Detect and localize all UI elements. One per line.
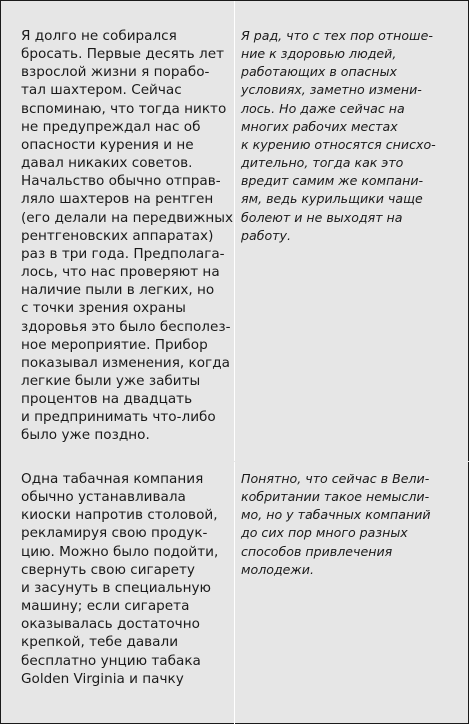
row-separator: [1, 461, 469, 462]
commentary-paragraph-1: Я рад, что с тех пор отноше- ние к здоровью людей, работающих в опасных условиях, заметно измени- лось. Но даже сейчас на многих рабочих местах к курению относятся снисхо- дительно, тогда как это вредит самим же компани- ям, ведь курильщики чаще болеют и не выходят на работу.: [241, 28, 436, 243]
column-divider: [234, 1, 235, 725]
story-paragraph-2: Одна табачная компания обычно устанавливала киоски напротив столовой, рекламируя свою продук- цию. Можно было подойти, свернуть свою сигарету и засунуть в специальную машину; если сигарета оказывалась достаточно крепкой, тебе давали бесплатно унцию табака Golden Virginia и пачку: [21, 471, 219, 687]
story-paragraph-1: Я долго не собирался бросать. Первые десять лет взрослой жизни я порабо- тал шахтером. Сейчас вспоминаю, что тогда никто не предупреждал нас об опасности курения и не давал никаких советов. Начальство обычно отправ- ляло шахтеров на рентген (его делали на передвижных рентгеновских аппаратах) раз в три года. Предполага- лось, что нас проверяют на наличие пыли в легких, но с точки зрения охраны здоровья это было бесполез- ное мероприятие. Прибор показывал изменения, когда легкие были уже забиты процентов на двадцать и предпринимать что-либо было уже поздно.: [21, 28, 234, 444]
commentary-paragraph-2: Понятно, что сейчас в Вели- кобритании такое немысли- мо, но у табачных компаний до сих пор много разных способов привлечения молодежи.: [241, 471, 431, 577]
